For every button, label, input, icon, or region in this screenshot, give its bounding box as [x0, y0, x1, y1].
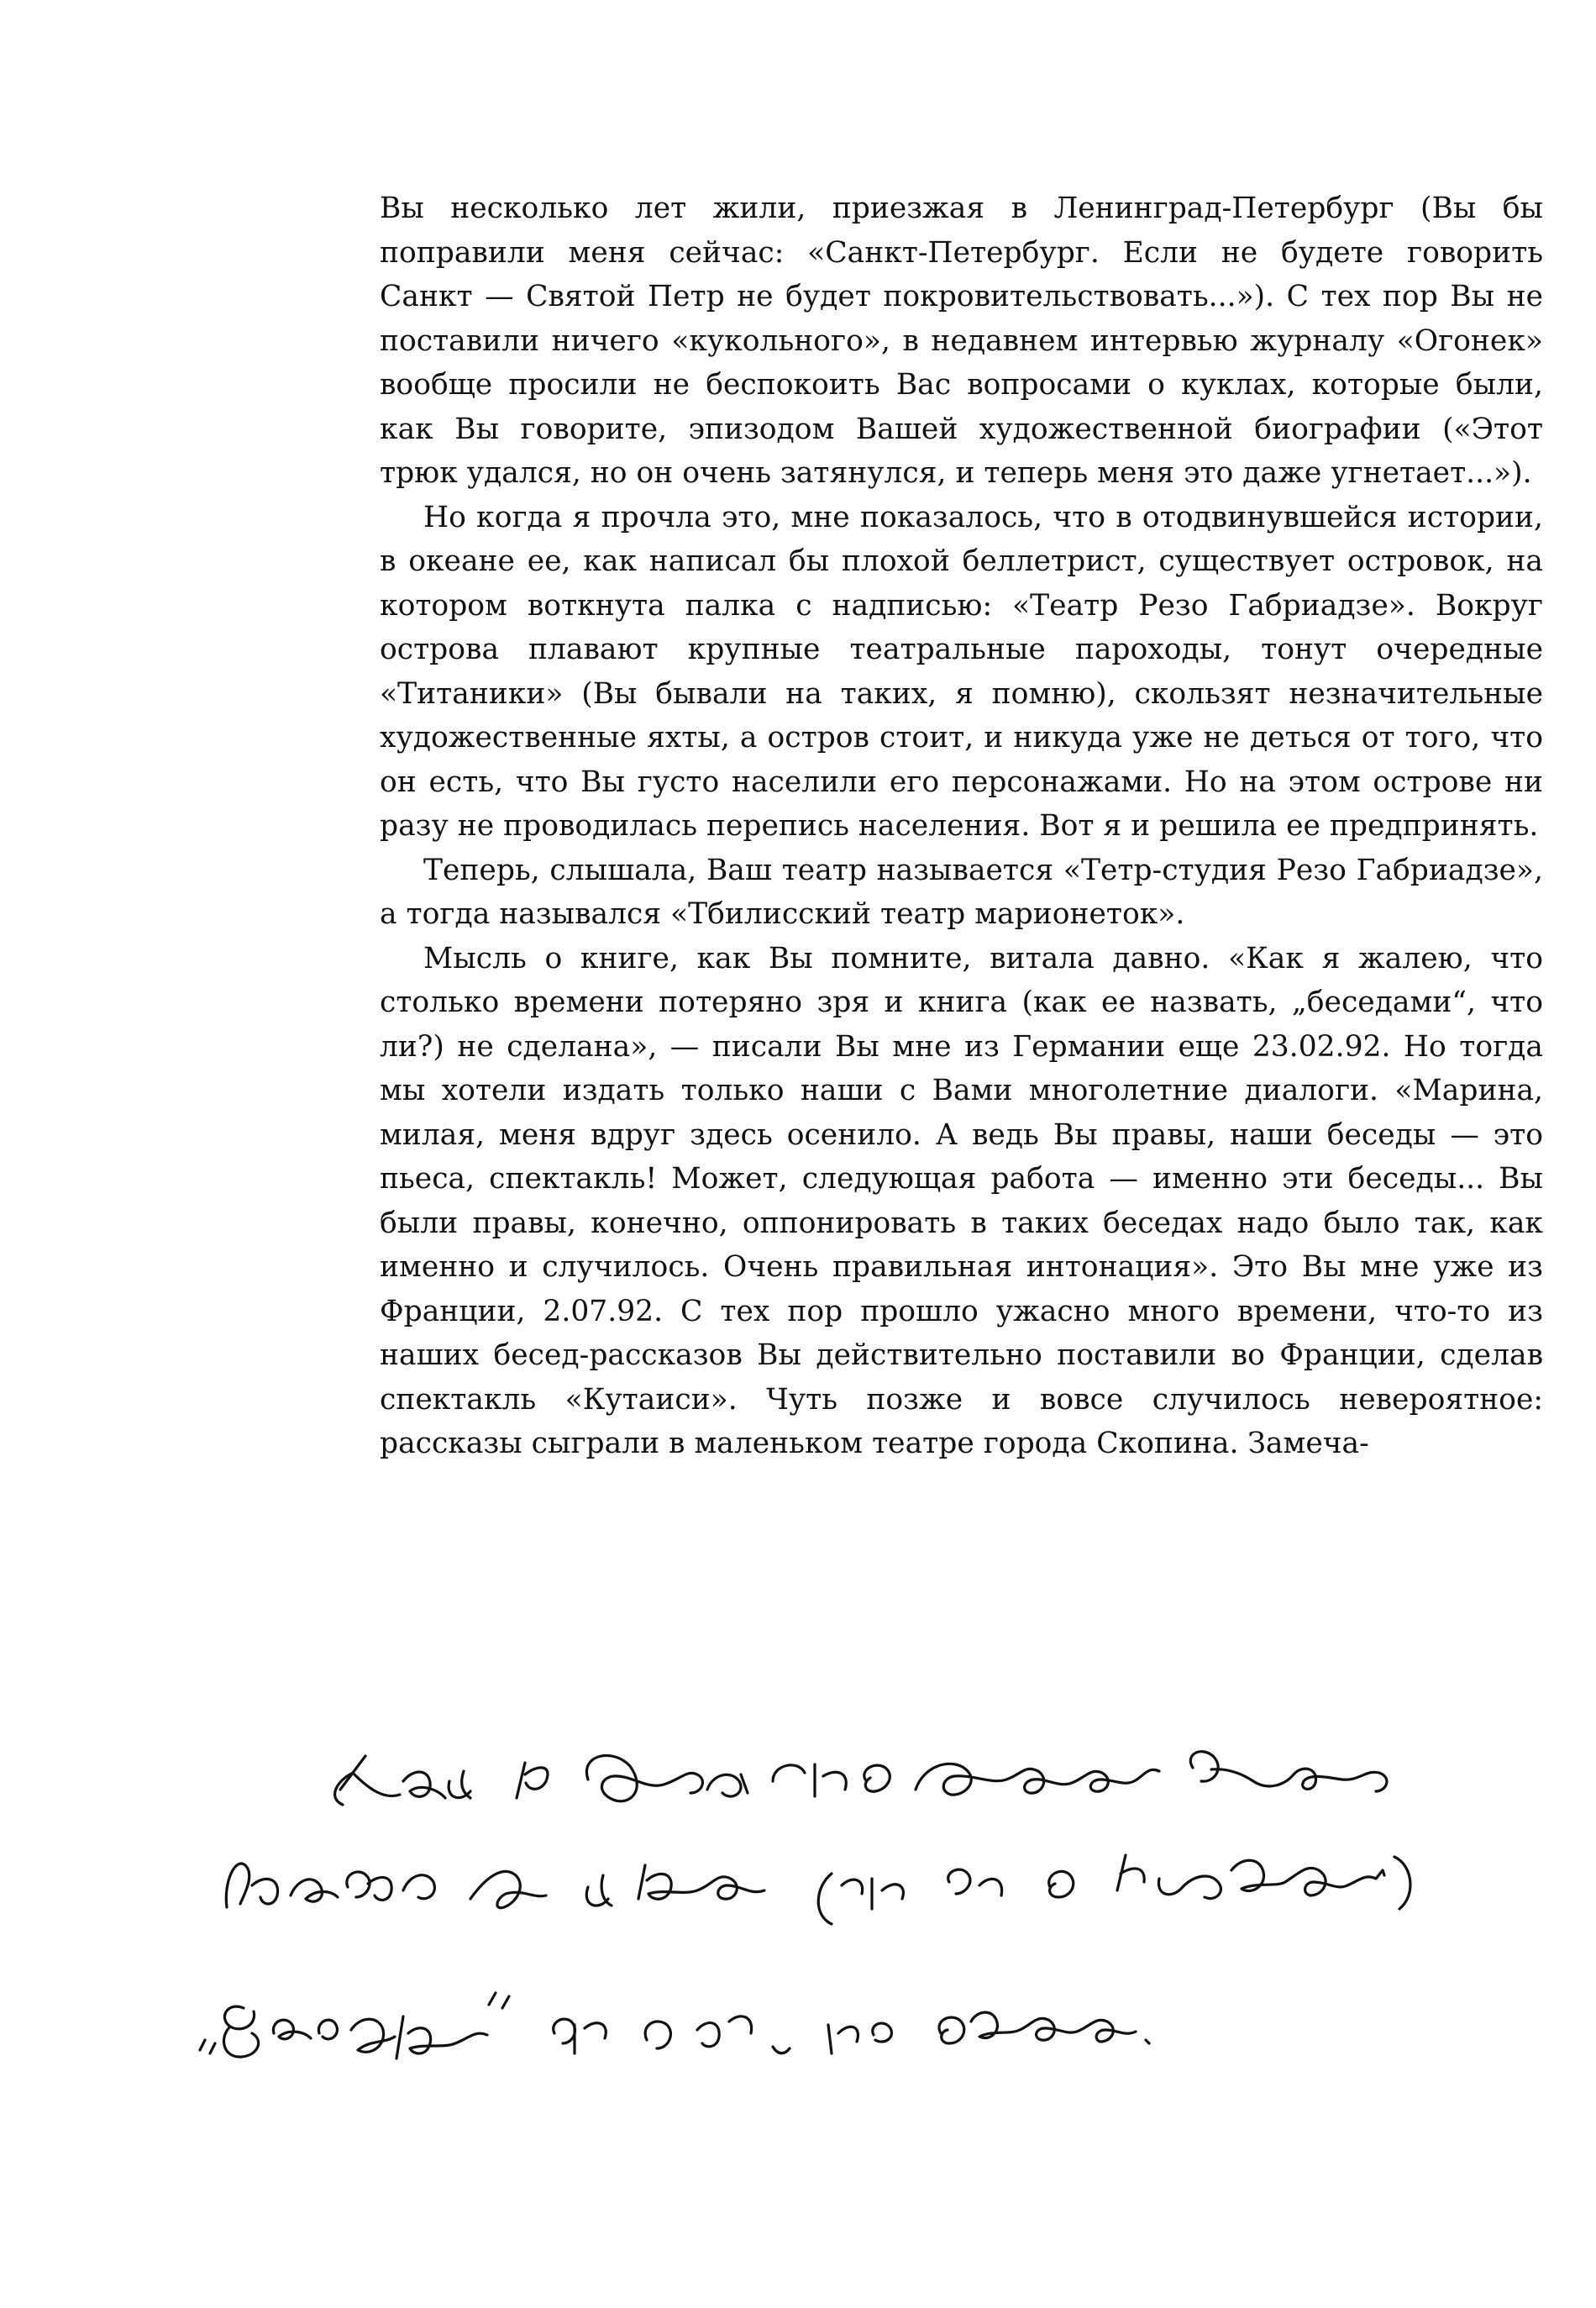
- paragraph-1: Вы несколько лет жили, приезжая в Ленинград-Петербург (Вы бы поправили меня сейчас: «Санкт-Петербург. Если не будете говорить Санкт — Святой Петр не будет покровительствовать...»). С тех пор Вы не поставили ничего «кукольного», в недавнем интервью журналу «Огонек» вообще просили не беспокоить Вас вопросами о куклах, которые были, как Вы говорите, эпизодом Вашей художественной биографии («Этот трюк удался, но он очень затянулся, и теперь меня это даже угнетает...»).: [380, 192, 1543, 490]
- paragraph-2: Но когда я прочла это, мне показалось, что в отодвинувшейся истории, в океане ее, как написал бы плохой беллетрист, существует островок, на котором воткнута палка с надписью: «Театр Резо Габриадзе». Вокруг острова плавают крупные театральные пароходы, тонут очередные «Титаники» (Вы бывали на таких, я помню), скользят незначительные художественные яхты, а остров стоит, и никуда уже не деться от того, что он есть, что Вы густо населили его персонажами. Но на этом острове ни разу не проводилась перепись населения. Вот я и решила ее предпринять.: [380, 500, 1543, 843]
- paragraph-4: Мысль о книге, как Вы помните, витала давно. «Как я жалею, что столько времени потеряно зря и книга (как ее назвать, „беседами“, что ли?) не сделана», — писали Вы мне из Германии еще 23.02.92. Но тогда мы хотели издать только наши с Вами многолетние диалоги. «Марина, милая, меня вдруг здесь осенило. А ведь Вы правы, наши беседы — это пьеса, спектакль! Может, следующая работа — именно эти беседы... Вы были правы, конечно, оппонировать в таких беседах надо было так, как именно и случилось. Очень правильная интонация». Это Вы мне уже из Франции, 2.07.92. С тех пор прошло ужасно много времени, что-то из наших бесед-рассказов Вы действительно поставили во Франции, сделав спектакль «Кутаиси». Чуть позже и вовсе случилось невероятное: рассказы сыграли в маленьком театре города Скопина. Замеча-: [380, 941, 1543, 1460]
- handwriting-line-2: [226, 1855, 1410, 1924]
- handwritten-note: [193, 1731, 1537, 2117]
- paragraph-3: Теперь, слышала, Ваш театр называется «Тетр-студия Резо Габриадзе», а тогда назывался «Тбилисский театр марионеток».: [380, 853, 1543, 931]
- body-text: [380, 187, 1543, 1466]
- handwriting-line-3: [200, 1993, 1149, 2058]
- handwriting-line-1: [335, 1752, 1387, 1805]
